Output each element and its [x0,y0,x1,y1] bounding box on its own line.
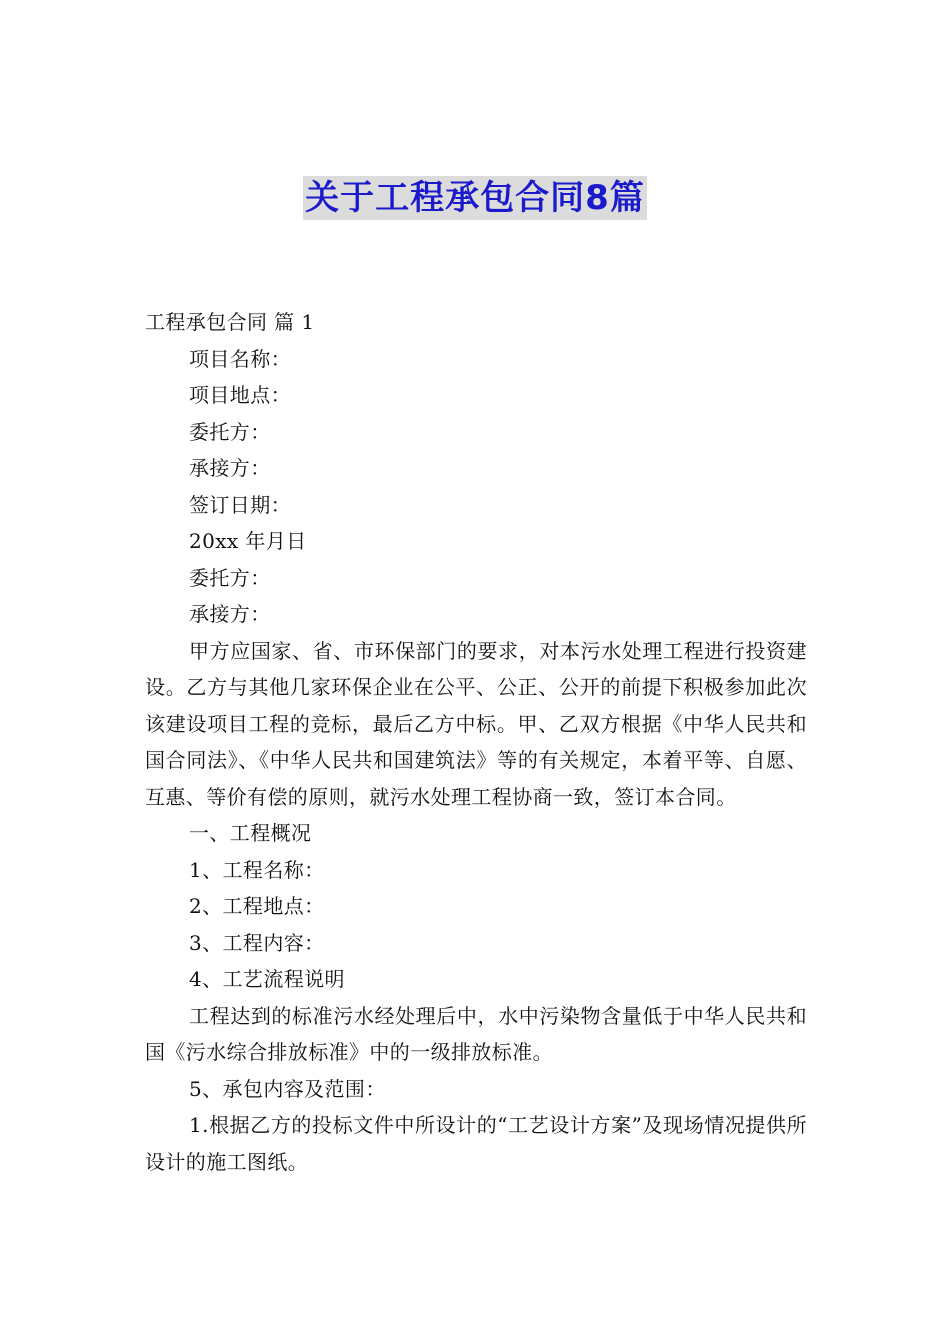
title-container [0,176,950,220]
overview-item-content: 3、工程内容： [189,930,325,955]
overview-item-location: 2、工程地点： [189,894,325,918]
document-title: 关于工程承包合同8篇 [305,178,645,218]
field-contractor-signature: 承接方： [189,602,271,626]
field-client-signature: 委托方： [189,565,271,590]
scope-heading: 5、承包内容及范围： [189,1076,386,1101]
field-signing-date: 签订日期： [189,492,291,517]
scope-paragraph: 1.根据乙方的投标文件中所设计的“工艺设计方案”及现场情况提供所设计的施工图纸。 [145,1113,807,1174]
overview-item-name: 1、工程名称： [189,857,325,882]
overview-item-process: 4、工艺流程说明 [189,967,345,991]
intro-paragraph: 甲方应国家、省、市环保部门的要求，对本污水处理工程进行投资建设。乙方与其他几家环保企业在公平、公正、公开的前提下积极参加此次该建设项目工程的竞标，最后乙方中标。甲、乙双方根据《中华人民共和国合同法》、《中华人民共和国建筑法》等的有关规定，本着平等、自愿、互惠、等价有偿的原则，就污水处理工程协商一致，签订本合同。 [145,638,807,809]
overview-heading: 一、工程概况 [189,821,312,845]
field-project-name: 项目名称： [189,346,291,371]
field-client: 委托方： [189,419,271,444]
field-contractor: 承接方： [189,456,271,480]
document-body [145,304,807,1180]
section-heading: 工程承包合同 篇 1 [145,310,315,334]
field-project-location: 项目地点： [189,383,291,407]
standard-paragraph: 工程达到的标准污水经处理后中，水中污染物含量低于中华人民共和国《污水综合排放标准》中的一级排放标准。 [145,1003,807,1064]
field-date-value: 20xx 年月日 [189,529,307,553]
